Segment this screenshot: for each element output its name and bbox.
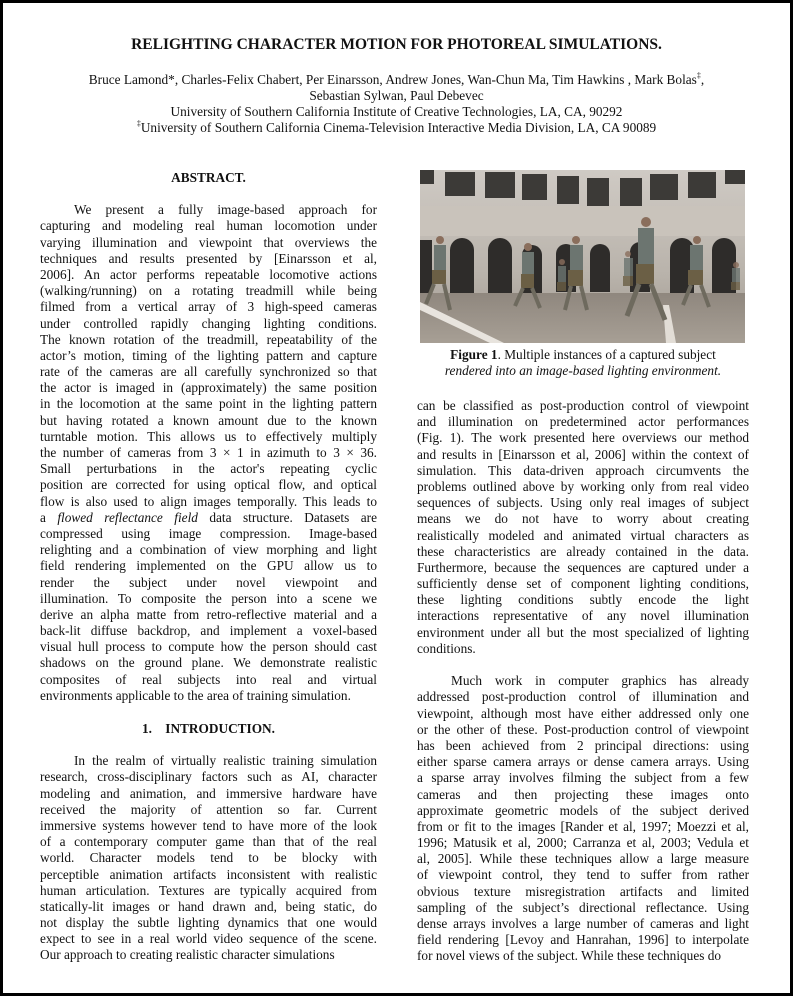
- text-line: cameras and then projecting these images onto: [417, 786, 749, 802]
- text-line: 1996; Matusik et al, 2000; Carranza et al, 2003; Vedula et: [417, 835, 749, 851]
- text-line: capturing and modeling real human locomotion under: [40, 218, 377, 234]
- text-line: obvious texture misregistration artifacts and limited: [417, 883, 749, 899]
- text-line: Small perturbations in the actor's repeating cyclic: [40, 461, 377, 477]
- text-line: under controlled rapidly changing lighting conditions.: [40, 315, 377, 331]
- paper-title: RELIGHTING CHARACTER MOTION FOR PHOTOREAL SIMULATIONS.: [131, 36, 662, 53]
- text-line: simulation. This data-driven approach circumvents the: [417, 462, 749, 478]
- text-line: Much work in computer graphics has already: [451, 673, 749, 689]
- text-line: filmed from a vertical array of 3 high-speed cameras: [40, 299, 377, 315]
- italic-term: flowed reflectance field: [57, 509, 198, 525]
- text-line: these characteristics are already contained in the data.: [417, 543, 749, 559]
- text-line: rate of the cameras are all carefully synchronized so that: [40, 364, 377, 380]
- text-line: a sparse array involves filming the subject from a few: [417, 770, 749, 786]
- introduction-heading: 1. INTRODUCTION.: [142, 721, 275, 736]
- introduction-paragraph: [40, 753, 377, 963]
- body-paragraph: [417, 398, 749, 657]
- text-line: of a contemporary computer game than that of the real: [40, 834, 377, 850]
- text-line: We present a fully image-based approach for: [74, 202, 377, 218]
- text-line: statically-lit images or hand drawn and, being static, do: [40, 898, 377, 914]
- text-line: viewpoint, although most have either addressed only one: [417, 705, 749, 721]
- text-line: turntable motion. This allows us to effectively multiply: [40, 428, 377, 444]
- text-line: varying illumination and viewpoint that overviews the: [40, 234, 377, 250]
- text-line: perceptible animation artifacts inconsistent with realistic: [40, 866, 377, 882]
- text-line: but having rotated a known amount due to the known: [40, 412, 377, 428]
- text-line: derive an alpha matte from retro-reflective material and a: [40, 606, 377, 622]
- author-line-1: Bruce Lamond*, Charles-Felix Chabert, Per Einarsson, Andrew Jones, Wan-Chun Ma, Tim Hawkins , Mark Bolas‡,: [88, 71, 705, 87]
- text-line: the actor is imaged in (approximately) the same position: [40, 380, 377, 396]
- text-segment: a: [40, 509, 58, 525]
- text-line: means we do not have to worry about creating: [417, 511, 749, 527]
- text-line: techniques and results presented by [Einarsson et al,: [40, 250, 377, 266]
- affiliation-2: ‡University of Southern California Cinema-Television Interactive Media Division, LA, CA 90089: [136, 119, 657, 135]
- body-paragraph: [417, 673, 749, 964]
- text-line: Our approach to creating realistic character simulations: [40, 947, 335, 963]
- text-line: conditions.: [417, 640, 476, 656]
- author-block: [0, 72, 793, 136]
- text-line: environment under all but the most specialized of lighting: [417, 624, 749, 640]
- text-line: flow is also used to align images temporally. This leads to: [40, 493, 377, 509]
- abstract-paragraph: [40, 202, 377, 704]
- text-line: sampling of the subject’s directional reflectance. Using: [417, 899, 749, 915]
- text-line: realistically modeled and animated virtual characters as: [417, 527, 749, 543]
- figure-label: Figure 1: [450, 347, 498, 362]
- text-line: can be classified as post-production control of viewpoint: [417, 398, 749, 413]
- text-line: dense arrays involves a large number of cameras and light: [417, 916, 749, 931]
- text-line: interactions representative of any novel illumination: [417, 608, 749, 624]
- text-line: received the majority of attention so far. Current: [40, 801, 377, 817]
- text-line: shadows on the ground plane. We demonstrate realistic: [40, 655, 377, 671]
- text-segment: data structure. Datasets are: [197, 509, 377, 525]
- text-line: for novel views of the subject. While these techniques do: [417, 948, 722, 964]
- text-line: position are corrected for using optical flow, and optical: [40, 477, 377, 493]
- text-line: has been achieved from 2 principal directions: using: [417, 737, 749, 753]
- text-line: relighting and a combination of view morphing and light: [40, 542, 377, 558]
- text-line: visual hull process to compute how the person should cast: [40, 639, 377, 655]
- text-line: problems outlined above by working only from real video: [417, 478, 749, 494]
- right-column-text: [417, 398, 749, 965]
- text-line: (Fig. 1). The work presented here overviews our method: [417, 430, 749, 446]
- affiliation-1: University of Southern California Institute of Creative Technologies, LA, CA, 90292: [170, 104, 623, 119]
- text-line: field rendering implemented on the GPU allow us to: [40, 558, 377, 574]
- text-line: In the realm of virtually realistic training simulation: [74, 753, 377, 769]
- text-line: not display the subtle lighting dynamics that one would: [40, 915, 377, 931]
- text-line: illumination. To composite the person into a scene we: [40, 590, 377, 606]
- text-line: and illumination on predetermined actor performances: [417, 414, 749, 430]
- text-line: human articulation. Textures are typically acquired from: [40, 882, 377, 898]
- text-line: compressed using image compression. Image-based: [40, 525, 377, 541]
- text-line: from or fit to the images [Rander et al, 1997; Moezzi et al,: [417, 818, 749, 834]
- abstract-section: [40, 170, 377, 704]
- text-line: [40, 510, 377, 526]
- introduction-section: [40, 721, 377, 964]
- abstract-heading: ABSTRACT.: [171, 170, 246, 185]
- text-line: field rendering [Levoy and Hanrahan, 1996] to interpolate: [417, 932, 749, 948]
- text-line: sequences of subjects. Using only real images of subject: [417, 495, 749, 511]
- text-line: (walking/running) on a rotating treadmill while being: [40, 283, 377, 299]
- text-line: of viewpoint control, they tend to suffer from rather: [417, 867, 749, 883]
- author-line-2: Sebastian Sylwan, Paul Debevec: [309, 88, 484, 103]
- text-line: 2006]. An actor performs repeatable locomotive actions: [40, 266, 377, 282]
- text-line: in the locomotion at the same point in the lighting pattern: [40, 396, 377, 412]
- text-line: modeling and animation, and immersive hardware have: [40, 785, 377, 801]
- text-line: Furthermore, because the sequences are captured under a: [417, 559, 749, 575]
- text-line: these lighting conditions subtly encode the light: [417, 592, 749, 608]
- text-line: the number of cameras from 3 × 1 in azimuth to 3 × 36.: [40, 445, 377, 461]
- text-line: and results in [Einarsson et al, 2006] within the context of: [417, 446, 749, 462]
- text-line: actor’s motion, timing of the lighting pattern and capture: [40, 347, 377, 363]
- text-line: or the other of these. Post-production control of viewpoint: [417, 721, 749, 737]
- figure-1-caption: Figure 1. Multiple instances of a captured subject rendered into an image-based lighting environment.: [444, 347, 722, 378]
- text-line: sufficiently dense set of component lighting conditions,: [417, 576, 749, 592]
- text-line: world. Character models tend to be blocky with: [40, 850, 377, 866]
- text-line: expect to see in a real world video sequence of the scene.: [40, 931, 377, 947]
- text-line: addressed post-production control of illumination and: [417, 689, 749, 705]
- text-line: approximate geometric models of the subject derived: [417, 802, 749, 818]
- text-line: research, cross-disciplinary factors such as AI, character: [40, 769, 377, 785]
- text-line: environments applicable to the area of training simulation.: [40, 687, 351, 703]
- figure-1-image: [420, 170, 745, 343]
- text-line: immersive systems however tend to have more of the look: [40, 817, 377, 833]
- text-line: either sparse camera arrays or dense camera arrays. Using: [417, 754, 749, 770]
- text-line: al, 2005]. While these techniques allow a large measure: [417, 851, 749, 867]
- text-line: composites of real subjects into real and virtual: [40, 671, 377, 687]
- text-line: The known rotation of the treadmill, repeatability of the: [40, 331, 377, 347]
- text-line: back-lit diffuse backdrop, and implement a voxel-based: [40, 623, 377, 639]
- text-line: render the subject under novel viewpoint and: [40, 574, 377, 590]
